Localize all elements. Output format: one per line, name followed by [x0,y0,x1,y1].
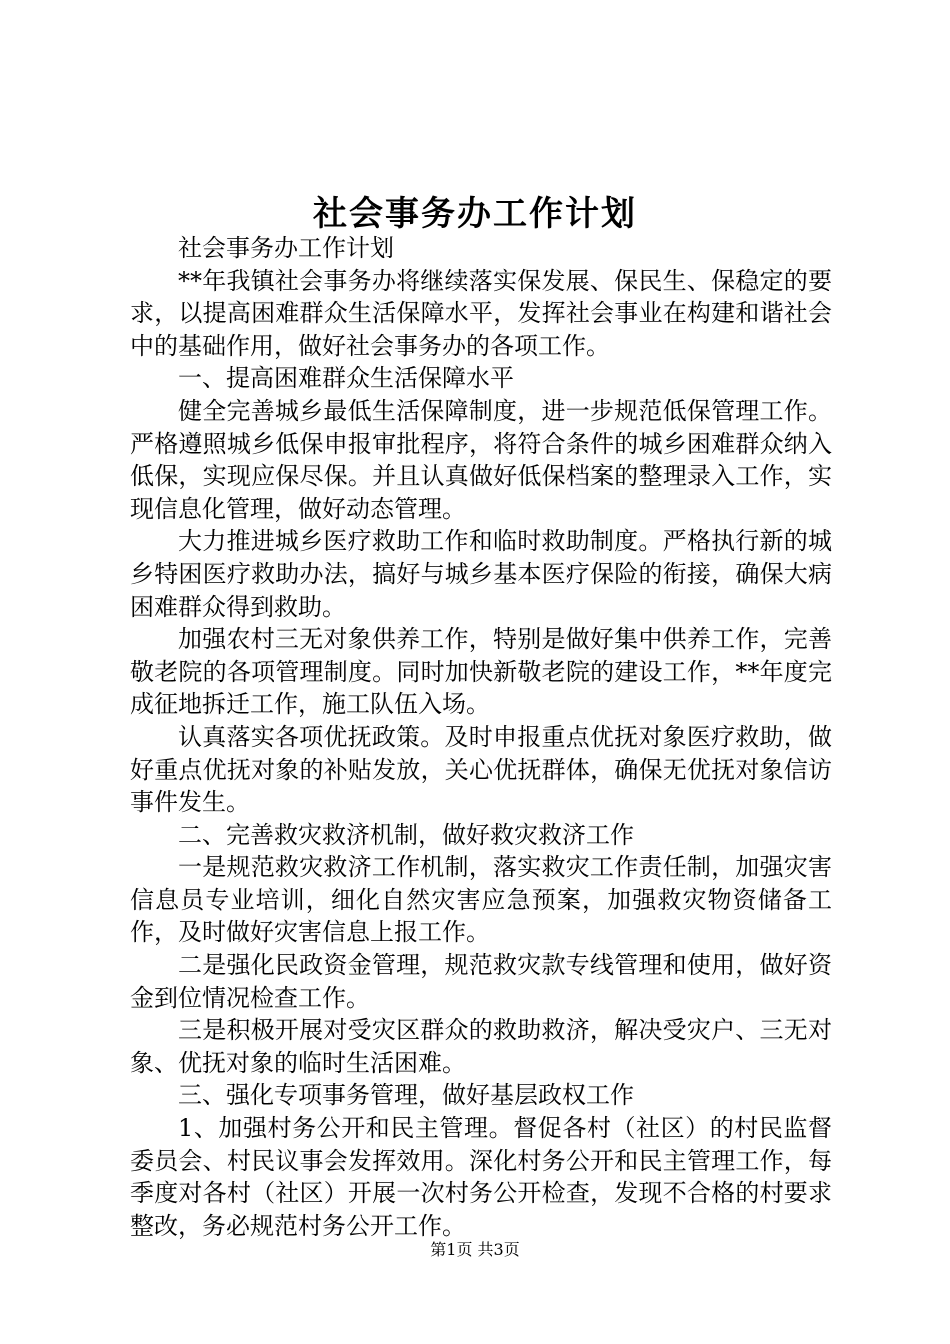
paragraph: 一是规范救灾救济工作机制，落实救灾工作责任制，加强灾害信息员专业培训，细化自然灾害应急预案，加强救灾物资储备工作，及时做好灾害信息上报工作。 [130,853,832,947]
document-title: 社会事务办工作计划 [313,194,637,234]
section-heading: 三、强化专项事务管理，做好基层政权工作 [178,1081,634,1110]
section-heading: 二、完善救灾救济机制，做好救灾救济工作 [178,820,634,849]
paragraph: 认真落实各项优抚政策。及时申报重点优抚对象医疗救助，做好重点优抚对象的补贴发放，关心优抚群体，确保无优抚对象信访事件发生。 [130,722,832,817]
paragraph: 三是积极开展对受灾区群众的救助救济，解决受灾户、三无对象、优抚对象的临时生活困难。 [130,1016,832,1077]
paragraph: 1、加强村务公开和民主管理。督促各村（社区）的村民监督委员会、村民议事会发挥效用。深化村务公开和民主管理工作，每季度对各村（社区）开展一次村务公开检查，发现不合格的村要求整改，务必规范村务公开工作。 [130,1114,832,1240]
paragraph: **年我镇社会事务办将继续落实保发展、保民生、保稳定的要求，以提高困难群众生活保障水平，发挥社会事业在构建和谐社会中的基础作用，做好社会事务办的各项工作。 [130,266,832,360]
section-heading: 一、提高困难群众生活保障水平 [178,364,514,393]
paragraph: 二是强化民政资金管理，规范救灾款专线管理和使用，做好资金到位情况检查工作。 [130,951,832,1012]
paragraph: 大力推进城乡医疗救助工作和临时救助制度。严格执行新的城乡特困医疗救助办法，搞好与城乡基本医疗保险的衔接，确保大病困难群众得到救助。 [130,527,832,621]
paragraph: 社会事务办工作计划 [178,234,394,262]
paragraph: 加强农村三无对象供养工作，特别是做好集中供养工作，完善敬老院的各项管理制度。同时加快新敬老院的建设工作，**年度完成征地拆迁工作，施工队伍入场。 [130,625,832,719]
document-body [130,232,832,1242]
page-footer: 第1页 共3页 [430,1240,520,1259]
paragraph: 健全完善城乡最低生活保障制度，进一步规范低保管理工作。严格遵照城乡低保申报审批程序，将符合条件的城乡困难群众纳入低保，实现应保尽保。并且认真做好低保档案的整理录入工作，实现信息化管理，做好动态管理。 [130,396,832,523]
